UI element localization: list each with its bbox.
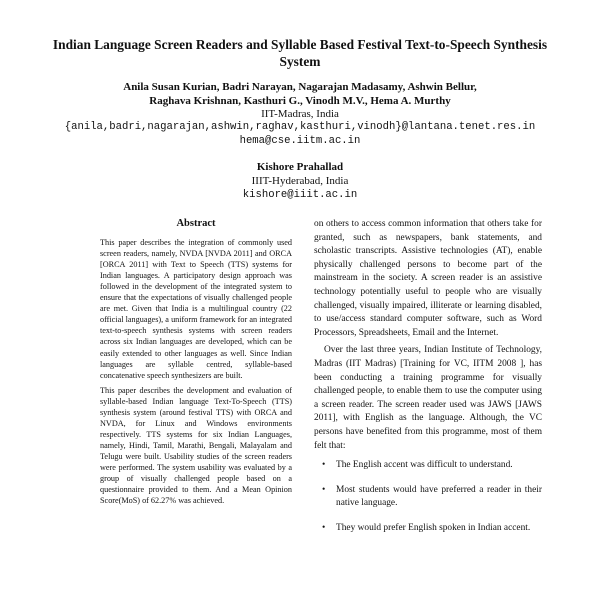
body-paragraph-1: on others to access common information that others take for granted, such as newspapers, bank statements, and scholastic transcripts. Assistive technologies (AT), enable physically challenged persons to become part of the mainstream in the society. A screen reader is an assistive technology potentially useful to people who are visually challenged, visually impaired, illiterate or learning disabled, to use/access standard computer software, such as Word Processors, Spreadsheets, Email and the Internet. (314, 219, 542, 338)
list-item (314, 484, 542, 511)
bullet-icon: • (322, 522, 326, 533)
feedback-list (314, 459, 542, 535)
abstract-heading: Abstract (176, 218, 216, 229)
list-item (314, 459, 542, 473)
body-paragraph-2: Over the last three years, Indian Institute of Technology, Madras (IIT Madras) [Training for VC, IITM 2008 ], has been conducting a training programme for visually challenged people, to enable them to use the computer using a screen reader. The screen reader used was JAWS [JAWS 2011], with English as the language. Although, the VC persons have benefited from this programme, most of them felt that: (314, 345, 542, 451)
abstract-paragraph-1: This paper describes the integration of commonly used screen readers, namely, NVDA [NVDA 2011] and ORCA [ORCA 2011] with Text to Speech (TTS) systems for Indian languages. A participatory design approach was followed in the development of the integrated system to ensure that the expectations of visually challenged people are met. Given that India is a multilingual country (22 official languages), a uniform framework for an integrated text-to-speech synthesis systems with screen readers across six Indian languages are developed, which can be easily extended to other languages as well. Since Indian languages are syllable centred, syllable-based concatenative speech synthesizers are built. (100, 238, 292, 380)
list-item-text: Most students would have preferred a reader in their native language. (336, 484, 542, 509)
abstract-column (100, 218, 292, 510)
affiliation-iitm: IIT-Madras, India (261, 108, 339, 120)
authors-line-2: Raghava Krishnan, Kasthuri G., Vinodh M.V., Hema A. Murthy (149, 95, 451, 107)
bullet-icon: • (322, 460, 326, 471)
paper-title: Indian Language Screen Readers and Syllable Based Festival Text-to-Speech Synthesis System (52, 37, 548, 69)
bullet-icon: • (322, 484, 326, 495)
body-column (314, 218, 542, 546)
list-item (314, 522, 542, 536)
email-group: {anila,badri,nagarajan,ashwin,raghav,kasthuri,vinodh}@lantana.tenet.res.in (64, 121, 536, 133)
second-author: Kishore Prahallad (256, 161, 344, 173)
affiliation-iiit: IIIT-Hyderabad, India (251, 175, 349, 187)
list-item-text: They would prefer English spoken in Indian accent. (336, 522, 531, 533)
email-hema: hema@cse.iitm.ac.in (239, 135, 361, 147)
authors (0, 80, 600, 108)
email-kishore: kishore@iiit.ac.in (242, 189, 358, 201)
list-item-text: The English accent was difficult to understand. (336, 460, 513, 471)
authors-line-1: Anila Susan Kurian, Badri Narayan, Nagarajan Madasamy, Ashwin Bellur, (123, 81, 477, 93)
abstract-paragraph-2: This paper describes the development and evaluation of syllable-based Indian language Text-To-Speech (TTS) synthesis system (around festival TTS) with ORCA and NVDA, for Linux and Windows environments respectively. TTS systems for six Indian Languages, namely, Hindi, Tamil, Marathi, Bengali, Malayalam and Telugu were built. Usability studies of the screen readers were performed. The system usability was evaluated by a group of visually challenged people based on a questionnaire provided to them. And a Mean Opinion Score(MoS) of 62.27% was achieved. (100, 385, 292, 506)
